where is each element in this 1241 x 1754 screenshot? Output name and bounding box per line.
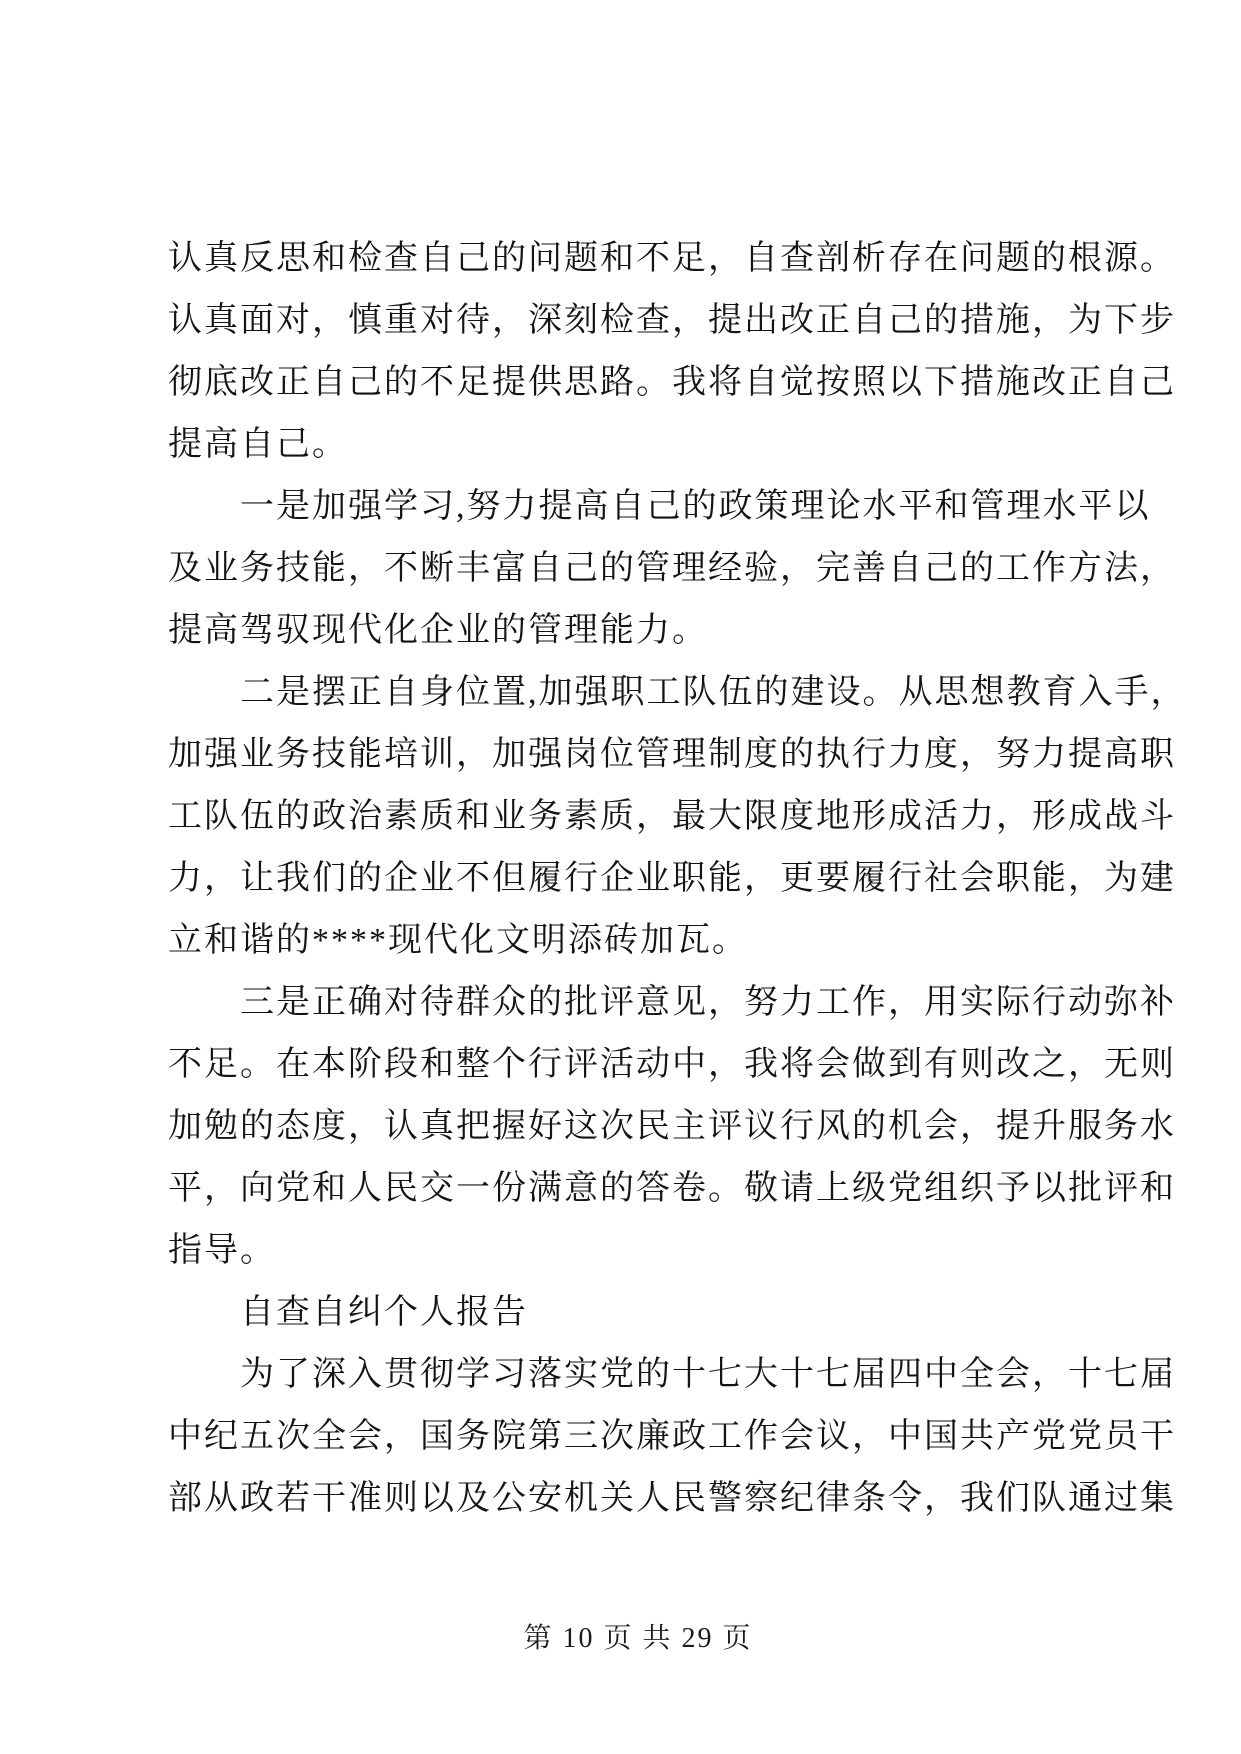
page-number-footer: 第 10 页 共 29 页 — [523, 1623, 753, 1654]
text-line: 加勉的态度，认真把握好这次民主评议行风的机会，提升服务水 — [168, 1108, 1176, 1145]
text-line: 部从政若干准则以及公安机关人民警察纪律条令，我们队通过集 — [168, 1480, 1176, 1517]
text-lines — [168, 228, 1187, 1530]
text-line: 力，让我们的企业不但履行企业职能，更要履行社会职能，为建 — [168, 860, 1176, 897]
text-line: 二是摆正自身位置,加强职工队伍的建设。从思想教育入手， — [240, 674, 1187, 711]
text-line: 彻底改正自己的不足提供思路。我将自觉按照以下措施改正自己 — [168, 364, 1176, 401]
text-line: 不足。在本阶段和整个行评活动中，我将会做到有则改之，无则 — [168, 1046, 1176, 1083]
text-line: 中纪五次全会，国务院第三次廉政工作会议，中国共产党党员干 — [168, 1418, 1176, 1455]
text-line: 立和谐的****现代化文明添砖加瓦。 — [168, 922, 748, 959]
text-line: 一是加强学习,努力提高自己的政策理论水平和管理水平以 — [240, 488, 1151, 525]
text-line: 认真反思和检查自己的问题和不足，自查剖析存在问题的根源。 — [168, 240, 1176, 277]
section-heading: 自查自纠个人报告 — [240, 1294, 528, 1331]
text-line: 提高自己。 — [168, 426, 348, 463]
text-line: 提高驾驭现代化企业的管理能力。 — [168, 612, 708, 649]
text-line: 指导。 — [168, 1232, 276, 1269]
text-line: 工队伍的政治素质和业务素质，最大限度地形成活力，形成战斗 — [168, 798, 1176, 835]
text-line: 认真面对，慎重对待，深刻检查，提出改正自己的措施，为下步 — [168, 302, 1176, 339]
text-line: 加强业务技能培训，加强岗位管理制度的执行力度，努力提高职 — [168, 736, 1176, 773]
text-line: 及业务技能，不断丰富自己的管理经验，完善自己的工作方法， — [168, 550, 1176, 587]
text-line: 平，向党和人民交一份满意的答卷。敬请上级党组织予以批评和 — [168, 1170, 1176, 1207]
text-line: 三是正确对待群众的批评意见，努力工作，用实际行动弥补 — [240, 984, 1176, 1021]
text-line: 为了深入贯彻学习落实党的十七大十七届四中全会，十七届 — [240, 1356, 1176, 1393]
